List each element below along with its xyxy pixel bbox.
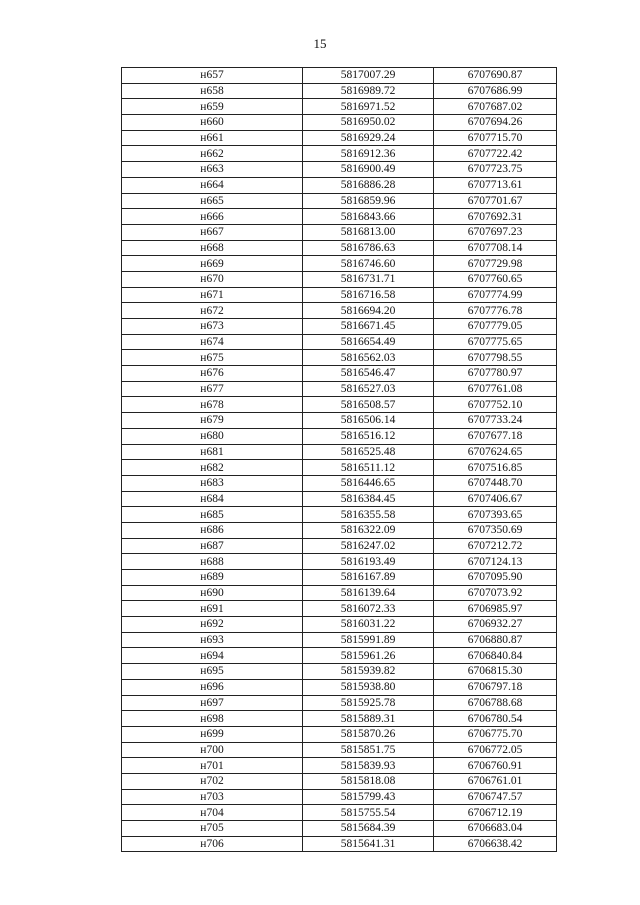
x-coordinate-cell: 5816506.14 [303,413,434,429]
x-coordinate-cell: 5816546.47 [303,366,434,382]
x-coordinate-cell: 5816446.65 [303,475,434,491]
y-coordinate-cell: 6706840.84 [434,648,557,664]
y-coordinate-cell: 6707774.99 [434,287,557,303]
x-coordinate-cell: 5816859.96 [303,193,434,209]
page-number: 15 [313,36,327,51]
point-id-cell: н696 [122,679,303,695]
point-id-cell: н698 [122,711,303,727]
x-coordinate-cell: 5816516.12 [303,428,434,444]
point-id-cell: н666 [122,209,303,225]
table-row [122,491,557,507]
x-coordinate-cell: 5815641.31 [303,836,434,852]
table-row [122,632,557,648]
y-coordinate-cell: 6706683.04 [434,821,557,837]
point-id-cell: н670 [122,271,303,287]
point-id-cell: н686 [122,522,303,538]
table-row [122,287,557,303]
x-coordinate-cell: 5816671.45 [303,319,434,335]
table-row [122,648,557,664]
table-row [122,99,557,115]
x-coordinate-cell: 5815755.54 [303,805,434,821]
table-row [122,617,557,633]
x-coordinate-cell: 5816072.33 [303,601,434,617]
y-coordinate-cell: 6707776.78 [434,303,557,319]
x-coordinate-cell: 5815870.26 [303,726,434,742]
point-id-cell: н689 [122,570,303,586]
x-coordinate-cell: 5816786.63 [303,240,434,256]
table-row [122,460,557,476]
y-coordinate-cell: 6707715.70 [434,130,557,146]
y-coordinate-cell: 6706880.87 [434,632,557,648]
x-coordinate-cell: 5815991.89 [303,632,434,648]
table-row [122,726,557,742]
table-row [122,381,557,397]
x-coordinate-cell: 5817007.29 [303,68,434,84]
table-row [122,475,557,491]
table-row [122,711,557,727]
point-id-cell: н697 [122,695,303,711]
point-id-cell: н690 [122,585,303,601]
x-coordinate-cell: 5815939.82 [303,664,434,680]
point-id-cell: н700 [122,742,303,758]
table-row [122,319,557,335]
point-id-cell: н683 [122,475,303,491]
x-coordinate-cell: 5816355.58 [303,507,434,523]
table-row [122,224,557,240]
x-coordinate-cell: 5816843.66 [303,209,434,225]
table-row [122,554,557,570]
y-coordinate-cell: 6707686.99 [434,83,557,99]
y-coordinate-cell: 6707780.97 [434,366,557,382]
table-row [122,538,557,554]
point-id-cell: н685 [122,507,303,523]
point-id-cell: н694 [122,648,303,664]
table-row [122,271,557,287]
point-id-cell: н659 [122,99,303,115]
table-row [122,413,557,429]
x-coordinate-cell: 5816912.36 [303,146,434,162]
point-id-cell: н669 [122,256,303,272]
point-id-cell: н691 [122,601,303,617]
x-coordinate-cell: 5815684.39 [303,821,434,837]
point-id-cell: н676 [122,366,303,382]
y-coordinate-cell: 6707073.92 [434,585,557,601]
table-row [122,805,557,821]
x-coordinate-cell: 5816929.24 [303,130,434,146]
point-id-cell: н693 [122,632,303,648]
x-coordinate-cell: 5816886.28 [303,177,434,193]
y-coordinate-cell: 6707406.67 [434,491,557,507]
table-row [122,585,557,601]
x-coordinate-cell: 5816654.49 [303,334,434,350]
y-coordinate-cell: 6707723.75 [434,162,557,178]
x-coordinate-cell: 5816900.49 [303,162,434,178]
x-coordinate-cell: 5815961.26 [303,648,434,664]
x-coordinate-cell: 5816167.89 [303,570,434,586]
y-coordinate-cell: 6707779.05 [434,319,557,335]
table-row [122,130,557,146]
x-coordinate-cell: 5816694.20 [303,303,434,319]
table-row [122,444,557,460]
point-id-cell: н663 [122,162,303,178]
point-id-cell: н688 [122,554,303,570]
table-row [122,115,557,131]
y-coordinate-cell: 6706772.05 [434,742,557,758]
x-coordinate-cell: 5816950.02 [303,115,434,131]
table-row [122,601,557,617]
point-id-cell: н680 [122,428,303,444]
x-coordinate-cell: 5815818.08 [303,773,434,789]
table-row [122,522,557,538]
table-row [122,397,557,413]
point-id-cell: н706 [122,836,303,852]
point-id-cell: н667 [122,224,303,240]
table-row [122,570,557,586]
y-coordinate-cell: 6707677.18 [434,428,557,444]
y-coordinate-cell: 6707752.10 [434,397,557,413]
point-id-cell: н678 [122,397,303,413]
point-id-cell: н704 [122,805,303,821]
y-coordinate-cell: 6707212.72 [434,538,557,554]
point-id-cell: н687 [122,538,303,554]
y-coordinate-cell: 6706761.01 [434,773,557,789]
point-id-cell: н671 [122,287,303,303]
table-row [122,742,557,758]
y-coordinate-cell: 6706760.91 [434,758,557,774]
table-row [122,83,557,99]
x-coordinate-cell: 5816031.22 [303,617,434,633]
x-coordinate-cell: 5815925.78 [303,695,434,711]
point-id-cell: н665 [122,193,303,209]
x-coordinate-cell: 5815799.43 [303,789,434,805]
x-coordinate-cell: 5816989.72 [303,83,434,99]
x-coordinate-cell: 5816508.57 [303,397,434,413]
table-row [122,256,557,272]
point-id-cell: н664 [122,177,303,193]
x-coordinate-cell: 5816384.45 [303,491,434,507]
x-coordinate-cell: 5815938.80 [303,679,434,695]
table-row [122,679,557,695]
table-row [122,507,557,523]
point-id-cell: н658 [122,83,303,99]
y-coordinate-cell: 6706797.18 [434,679,557,695]
point-id-cell: н674 [122,334,303,350]
y-coordinate-cell: 6707124.13 [434,554,557,570]
point-id-cell: н705 [122,821,303,837]
table-row [122,664,557,680]
point-id-cell: н675 [122,350,303,366]
x-coordinate-cell: 5815851.75 [303,742,434,758]
point-id-cell: н660 [122,115,303,131]
x-coordinate-cell: 5816562.03 [303,350,434,366]
y-coordinate-cell: 6706788.68 [434,695,557,711]
y-coordinate-cell: 6706815.30 [434,664,557,680]
coordinates-table [121,67,557,852]
point-id-cell: н699 [122,726,303,742]
y-coordinate-cell: 6707448.70 [434,475,557,491]
point-id-cell: н657 [122,68,303,84]
y-coordinate-cell: 6706932.27 [434,617,557,633]
point-id-cell: н662 [122,146,303,162]
point-id-cell: н702 [122,773,303,789]
y-coordinate-cell: 6707697.23 [434,224,557,240]
table-row [122,68,557,84]
x-coordinate-cell: 5816716.58 [303,287,434,303]
point-id-cell: н681 [122,444,303,460]
y-coordinate-cell: 6707733.24 [434,413,557,429]
point-id-cell: н692 [122,617,303,633]
y-coordinate-cell: 6707393.65 [434,507,557,523]
y-coordinate-cell: 6706712.19 [434,805,557,821]
y-coordinate-cell: 6707516.85 [434,460,557,476]
y-coordinate-cell: 6707708.14 [434,240,557,256]
y-coordinate-cell: 6707350.69 [434,522,557,538]
x-coordinate-cell: 5816971.52 [303,99,434,115]
table-row [122,146,557,162]
table-row [122,177,557,193]
point-id-cell: н677 [122,381,303,397]
table-row [122,758,557,774]
point-id-cell: н673 [122,319,303,335]
x-coordinate-cell: 5816139.64 [303,585,434,601]
point-id-cell: н684 [122,491,303,507]
table-row [122,428,557,444]
y-coordinate-cell: 6707687.02 [434,99,557,115]
y-coordinate-cell: 6707729.98 [434,256,557,272]
y-coordinate-cell: 6706747.57 [434,789,557,805]
y-coordinate-cell: 6707694.26 [434,115,557,131]
y-coordinate-cell: 6707701.67 [434,193,557,209]
table-row [122,695,557,711]
y-coordinate-cell: 6707690.87 [434,68,557,84]
point-id-cell: н682 [122,460,303,476]
y-coordinate-cell: 6707722.42 [434,146,557,162]
y-coordinate-cell: 6707761.08 [434,381,557,397]
x-coordinate-cell: 5816247.02 [303,538,434,554]
x-coordinate-cell: 5816511.12 [303,460,434,476]
y-coordinate-cell: 6706775.70 [434,726,557,742]
coordinates-table-body [122,68,557,852]
y-coordinate-cell: 6706985.97 [434,601,557,617]
point-id-cell: н701 [122,758,303,774]
table-row [122,193,557,209]
y-coordinate-cell: 6706638.42 [434,836,557,852]
y-coordinate-cell: 6706780.54 [434,711,557,727]
y-coordinate-cell: 6707760.65 [434,271,557,287]
table-row [122,789,557,805]
x-coordinate-cell: 5816193.49 [303,554,434,570]
x-coordinate-cell: 5815889.31 [303,711,434,727]
table-row [122,773,557,789]
point-id-cell: н703 [122,789,303,805]
table-row [122,162,557,178]
x-coordinate-cell: 5816322.09 [303,522,434,538]
x-coordinate-cell: 5815839.93 [303,758,434,774]
x-coordinate-cell: 5816813.00 [303,224,434,240]
y-coordinate-cell: 6707775.65 [434,334,557,350]
point-id-cell: н661 [122,130,303,146]
y-coordinate-cell: 6707624.65 [434,444,557,460]
x-coordinate-cell: 5816746.60 [303,256,434,272]
x-coordinate-cell: 5816731.71 [303,271,434,287]
y-coordinate-cell: 6707798.55 [434,350,557,366]
point-id-cell: н672 [122,303,303,319]
table-row [122,366,557,382]
table-row [122,240,557,256]
x-coordinate-cell: 5816527.03 [303,381,434,397]
table-row [122,836,557,852]
table-row [122,303,557,319]
table-row [122,209,557,225]
point-id-cell: н668 [122,240,303,256]
x-coordinate-cell: 5816525.48 [303,444,434,460]
table-row [122,821,557,837]
point-id-cell: н679 [122,413,303,429]
point-id-cell: н695 [122,664,303,680]
y-coordinate-cell: 6707692.31 [434,209,557,225]
table-row [122,350,557,366]
table-row [122,334,557,350]
y-coordinate-cell: 6707713.61 [434,177,557,193]
y-coordinate-cell: 6707095.90 [434,570,557,586]
